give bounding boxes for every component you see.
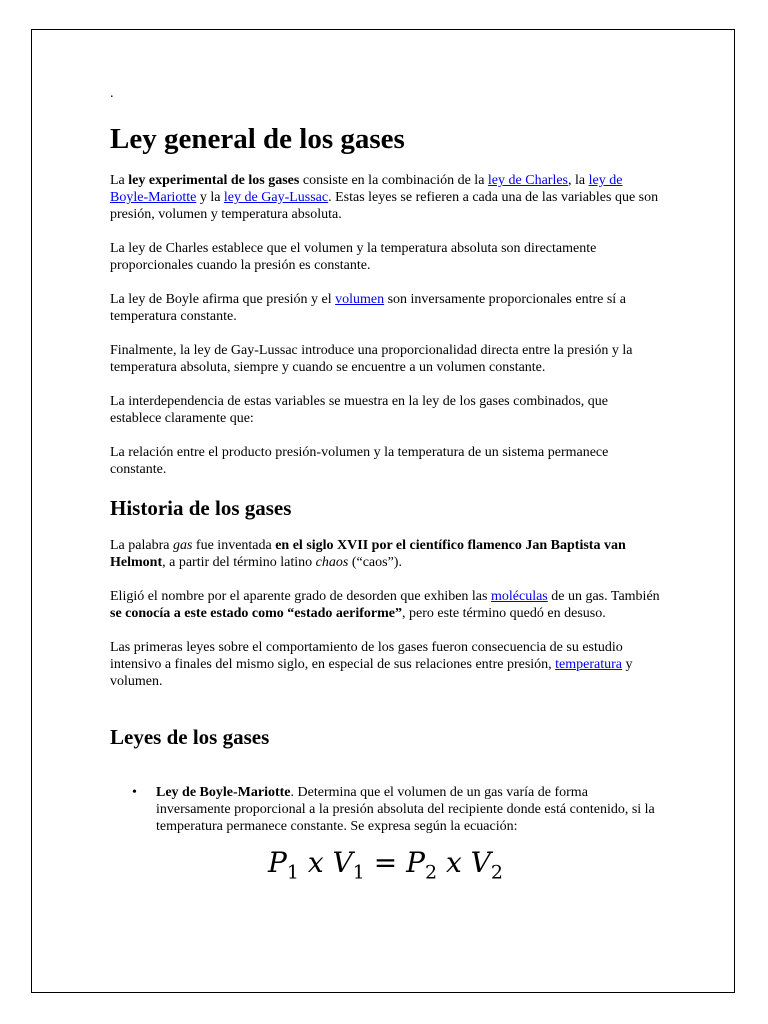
text-span: fue inventada (192, 538, 276, 553)
text-span: . Determina que el volumen de un gas varía de forma inversamente proporcional a la presión absoluta del recipiente donde está contenido, si la temperatura permanece constante. Se expresa según la ecuación: (156, 785, 655, 834)
text-span: y la (196, 190, 224, 205)
link-temperatura[interactable]: temperatura (555, 657, 623, 672)
eq-symbol: P (406, 846, 425, 879)
stray-dot: . (110, 86, 114, 101)
text-span: de un gas. También (547, 589, 660, 604)
text-span: Eligió el nombre por el aparente grado de desorden que exhiben las (110, 589, 491, 604)
text-span: son inversamente proporcionales entre sí a temperatura constante. (110, 292, 626, 324)
text-span: , pero este término quedó en desuso. (401, 606, 606, 621)
text-span: Las primeras leyes sobre el comportamiento de los gases fueron consecuencia de su estudio intensivo a finales del mismo siglo, en especial de sus relaciones entre presión, (110, 640, 623, 672)
document-page (31, 29, 735, 993)
intro-paragraph (110, 172, 662, 223)
italic-term: gas (172, 538, 193, 553)
document-content (110, 86, 662, 891)
text-span: y volumen. (110, 657, 633, 689)
eq-subscript: 1 (286, 861, 299, 884)
link-volumen[interactable]: volumen (335, 292, 385, 307)
heading-historia: Historia de los gases (110, 496, 292, 520)
link-ley-boyle-mariotte[interactable]: ley de Boyle-Mariotte (110, 173, 623, 205)
eq-subscript: 2 (424, 861, 438, 884)
text-span: (“caos”). (348, 555, 402, 570)
text-span: consiste en la combinación de la (299, 173, 488, 188)
eq-symbol: V (470, 846, 491, 879)
eq-symbol: x (298, 846, 333, 879)
text-span: La palabra (110, 538, 173, 553)
eq-symbol: x (437, 846, 471, 879)
eq-symbol: = (364, 846, 407, 879)
text-span: , a partir del término latino (162, 555, 316, 570)
paragraph-historia-2 (110, 588, 662, 622)
bold-term: ley experimental de los gases (128, 173, 300, 188)
text-span: . Estas leyes se refieren a cada una de las variables que son presión, volumen y temperatura absoluta. (110, 190, 659, 222)
paragraph-historia-1 (110, 537, 662, 571)
paragraph-interdependencia: La interdependencia de estas variables se muestra en la ley de los gases combinados, que establece claramente que: (110, 394, 608, 426)
heading-leyes: Leyes de los gases (110, 725, 270, 749)
page-title: Ley general de los gases (110, 123, 405, 155)
link-moleculas[interactable]: moléculas (490, 589, 548, 604)
bold-term: se conocía a este estado como “estado aeriforme” (110, 606, 402, 621)
paragraph-relacion: La relación entre el producto presión-volumen y la temperatura de un sistema permanece constante. (110, 445, 609, 477)
boyle-equation (268, 845, 662, 891)
laws-list (110, 784, 662, 835)
text-span: La (110, 173, 129, 188)
list-item (110, 784, 662, 835)
bold-term: Ley de Boyle-Mariotte (156, 785, 291, 800)
bold-term: en el siglo XVII por el científico flamenco Jan Baptista van Helmont (110, 538, 626, 570)
bullet-icon: • (132, 785, 137, 800)
paragraph-charles: La ley de Charles establece que el volumen y la temperatura absoluta son directamente proporcionales cuando la presión es constante. (110, 241, 597, 273)
paragraph-boyle (110, 291, 662, 325)
link-ley-gay-lussac[interactable]: ley de Gay-Lussac (223, 190, 329, 205)
eq-subscript: 1 (352, 861, 365, 884)
text-span: , la (568, 173, 589, 188)
italic-term: chaos (315, 555, 349, 570)
text-span: La ley de Boyle afirma que presión y el (110, 292, 336, 307)
link-ley-charles[interactable]: ley de Charles (487, 173, 569, 188)
paragraph-gay-lussac: Finalmente, la ley de Gay-Lussac introduce una proporcionalidad directa entre la presión y la temperatura absoluta, siempre y cuando se encuentre a un volumen constante. (110, 343, 633, 375)
eq-symbol: P (268, 846, 287, 879)
eq-subscript: 2 (490, 861, 503, 884)
eq-symbol: V (332, 846, 353, 879)
paragraph-historia-3 (110, 639, 662, 690)
